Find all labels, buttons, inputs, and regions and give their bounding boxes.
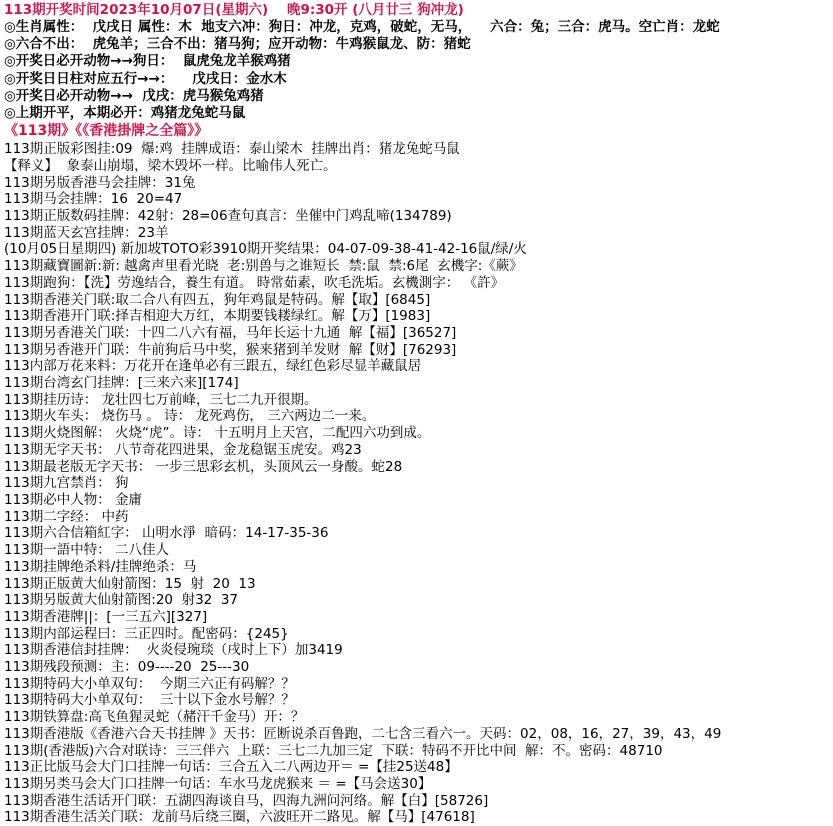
content-line: 113期另类马会大门口挂牌一句话：车水马龙虎猴来 ＝ =【马会送30】 <box>4 775 432 792</box>
document-title: 《113期》《《香港掛牌之全篇》》 <box>4 123 209 140</box>
content-line: 113期(香港版)六合对联诗：三三伴六 上联：三七二九加三定 下联：特码不开比中间 解：不。密码：48710 <box>4 742 663 759</box>
zodiac-attributes-block <box>0 19 833 122</box>
content-line: 113期挂历诗： 龙壮四七万前峰，三七二九开很期。 <box>4 391 318 408</box>
content-line: (10月05日星期四) 新加坡TOTO彩3910期开奖结果：04-07-09-38-41-42-16鼠/绿/火 <box>4 241 527 258</box>
content-line: 113期二字经： 中药 <box>4 508 129 525</box>
content-line: 113期残段预测：主：09----20 25---30 <box>4 659 250 676</box>
content-line: 113期最老版无字天书： 一步三思彩玄机，头顶风云一身酸。蛇28 <box>4 458 403 475</box>
content-line: 113期另香港关门联：十四二八六有福，马年长运十九通 解【福】[36527] <box>4 324 457 341</box>
content-line: 113期九宫禁肖： 狗 <box>4 475 129 492</box>
zodiac-line: ◎开奖日日柱对应五行→→： 戊戌日：金水木 <box>4 70 287 87</box>
content-line: 113期正版数码挂牌：42射：28=06查句真言：坐催中门鸡乱啼(134789) <box>4 208 452 225</box>
content-line: 113期另香港开门联：牛前狗后马中奖，猴来猪到羊发财 解【财】[76293] <box>4 341 457 358</box>
zodiac-line: ◎开奖日必开动物→→ 戊戌：虎马猴兔鸡猪 <box>4 87 264 104</box>
content-line: 113正比版马会大门口挂牌一句话：三合五入二八两边开＝ =【挂25送48】 <box>4 759 458 776</box>
draw-header: 113期开奖时间2023年10月07日(星期六) 晚9:30开 (八月廿三 狗冲龙) <box>4 2 464 18</box>
zodiac-line: ◎六合不出： 虎兔羊；三合不出：猪马狗；应开动物：牛鸡猴鼠龙、防：猪蛇 <box>4 36 471 53</box>
content-line: 113期香港信封挂牌： 火炎侵琬琰（戌时上下）加3419 <box>4 642 343 659</box>
content-lines <box>0 141 833 826</box>
content-line: 113期另版香港马会挂牌：31兔 <box>4 174 196 191</box>
content-line: 113期挂牌绝杀料/挂牌绝杀：马 <box>4 558 197 575</box>
zodiac-line: ◎开奖日必开动物→→狗日： 鼠虎兔龙羊猴鸡猪 <box>4 53 291 70</box>
content-line: 113期另版黄大仙射箭图:20 射32 37 <box>4 592 239 609</box>
zodiac-line: ◎生肖属性： 戊戌日 属性：木 地支六冲：狗日：冲龙，克鸡，破蛇，无马， 六合：兔；三合：虎马。空亡肖：龙蛇 <box>4 19 720 35</box>
content-line: 113期火烧图解： 火烧“虎”。诗： 十五明月上天宫，二配四六功到成。 <box>4 425 431 442</box>
content-line: 113期正版黄大仙射箭图：15 射 20 13 <box>4 575 256 592</box>
content-line: 113期马会挂牌：16 20=47 <box>4 191 183 208</box>
content-line: 113期内部运程曰：三正四时。配密码：{245} <box>4 625 289 642</box>
content-line: 113期火车头： 烧伤马 。 诗： 龙死鸡伤， 三六两边二一来。 <box>4 408 376 425</box>
content-line: 【释义】 象泰山崩塌，梁木毁坏一样。比喻伟人死亡。 <box>4 157 337 174</box>
content-line: 113期必中人物： 金庸 <box>4 491 143 508</box>
content-line: 113期铁算盘:高飞鱼猩灵蛇（赭汗千金马）开：？ <box>4 709 305 726</box>
content-line: 113期特码大小单双句： 三十以下金水号解？？ <box>4 692 295 709</box>
content-line: 113内部万花来料：万花开在逢单必有三跟五，绿红色彩尽显羊藏鼠居 <box>4 358 422 375</box>
content-line: 113期香港牌||：[一三五六][327] <box>4 608 208 625</box>
content-line: 113期一語中特： 二八佳人 <box>4 542 170 559</box>
content-line: 113期香港生活话开门联：五湖四海谈自马，四海九洲问河络。解【白】[58726] <box>4 792 489 809</box>
content-line: 113期香港开门联:择吉相迎大万红，本期要钱耧绿红。解【万】[1983] <box>4 308 431 325</box>
zodiac-line: ◎上期开平，本期必开：鸡猪龙兔蛇马鼠 <box>4 105 246 122</box>
content-line: 113期香港生活关门联：龙前马后绕三圈，六波旺开二路见。解【马】[47618] <box>4 809 475 826</box>
content-line: 113期蓝天玄宫挂牌：23羊 <box>4 224 169 241</box>
content-line: 113期特码大小单双句： 今期三六正有码解？？ <box>4 675 295 692</box>
content-line: 113期无字天书： 八节奇花四进果，金龙稳锯玉虎安。鸡23 <box>4 441 362 458</box>
content-line: 113期藏寶圖新:新: 越禽声里看光晓 老:别兽与之谁短长 禁:鼠 禁:6尾 玄機字:《蕨》 <box>4 258 523 275</box>
content-line: 113期台湾玄门挂牌：[三来六来][174] <box>4 375 239 392</box>
content-line: 113期正版彩图挂:09 爆:鸡 挂牌成语：泰山梁木 挂牌出肖：猪龙兔蛇马鼠 <box>4 141 460 158</box>
content-line: 113期香港关门联:取二合八有四五，狗年鸡鼠是特码。解【取】[6845] <box>4 291 431 308</box>
content-line: 113期香港版《香港六合天书挂牌 》天书：匠断说杀百鲁跑，二七含三看六一。天码：02，08，16，27，39，43，49 <box>4 725 722 742</box>
content-line: 113期跑狗：【洗】劳逸结合，養生有道。 時常茹素，吹毛洗垢。玄機測字： 《許》 <box>4 274 505 291</box>
content-line: 113期六合信箱紅字： 山明水淨 暗码：14-17-35-36 <box>4 525 329 542</box>
